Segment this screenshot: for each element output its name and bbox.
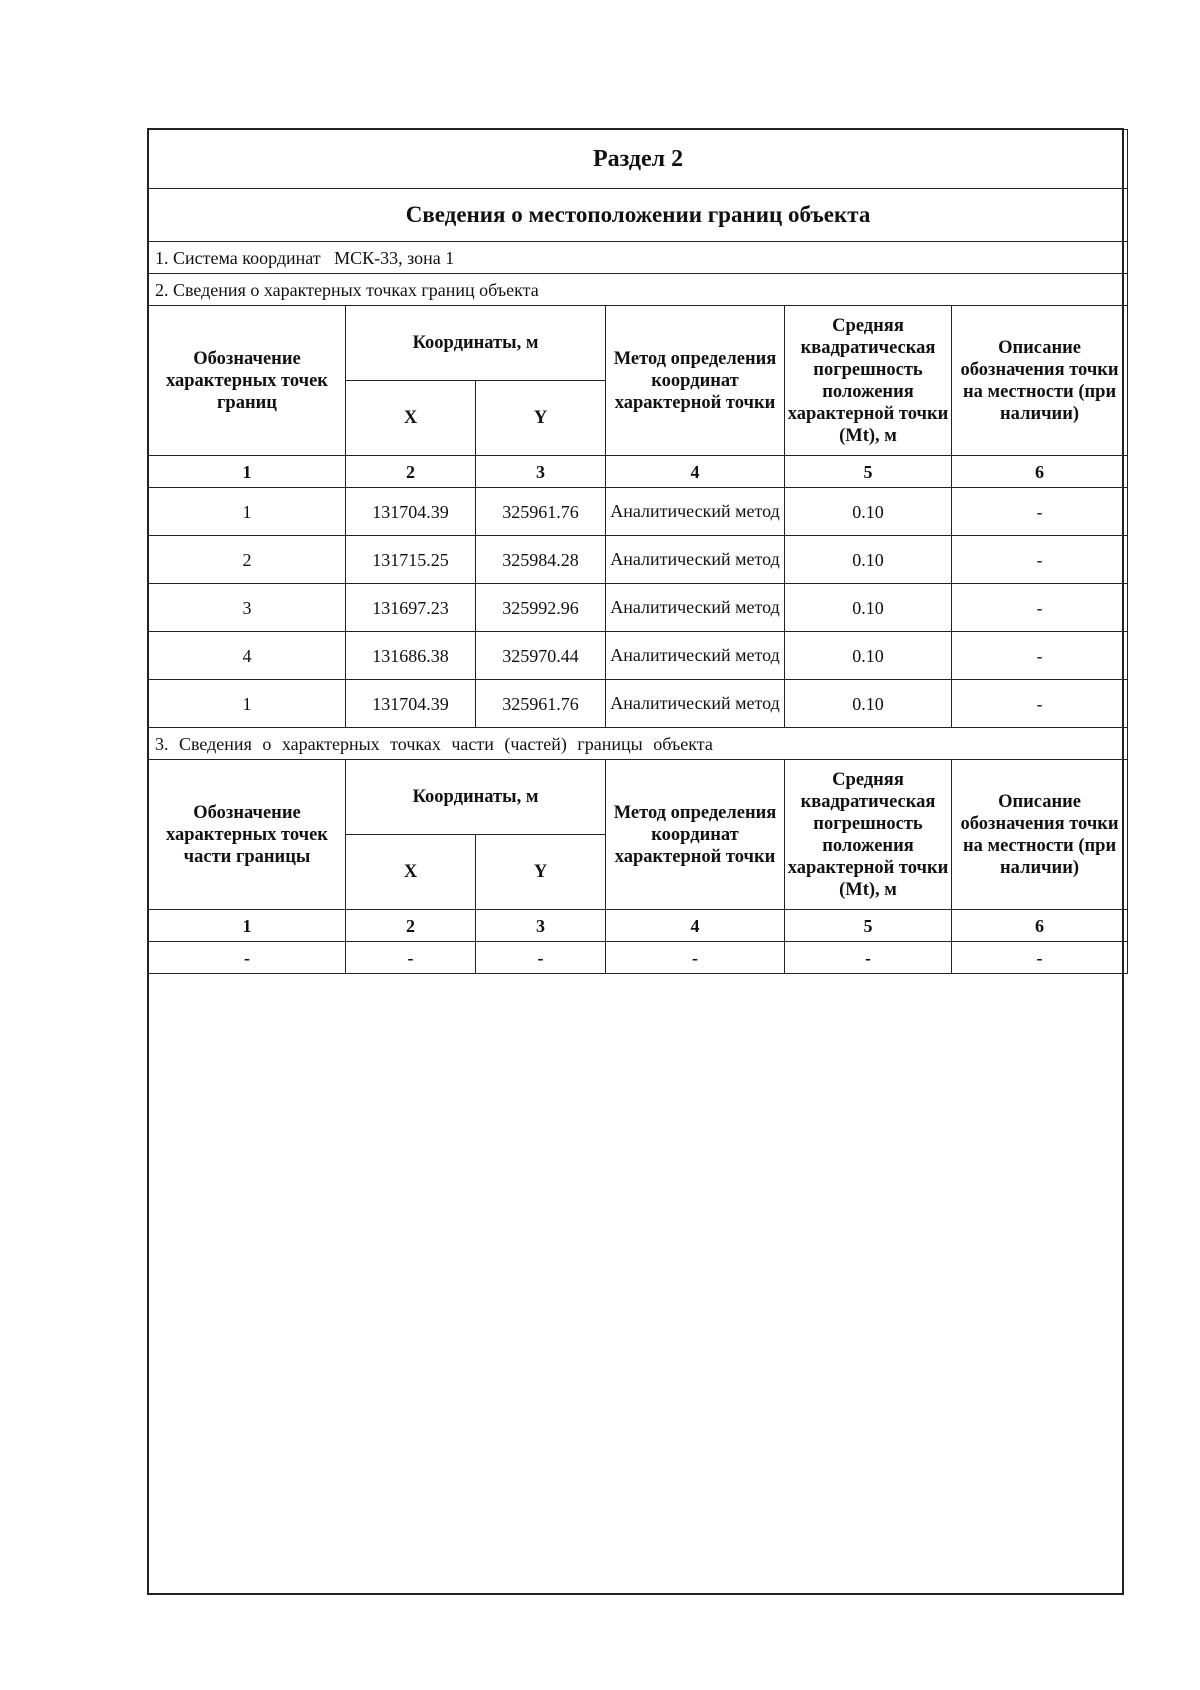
point-id: 4 (149, 632, 346, 680)
point-mt: 0.10 (785, 632, 952, 680)
point-method: Аналитический метод (606, 680, 785, 728)
point-desc: - (952, 632, 1128, 680)
coordinate-system-line: 1. Система координат МСК-33, зона 1 (149, 242, 1128, 274)
table-row (149, 536, 1128, 584)
point-id: 2 (149, 536, 346, 584)
col-number: 6 (952, 456, 1128, 488)
col-number: 2 (346, 910, 476, 942)
col-number: 3 (476, 456, 606, 488)
point-method: Аналитический метод (606, 488, 785, 536)
point-x: 131697.23 (346, 584, 476, 632)
table-row (149, 680, 1128, 728)
header-x: X (346, 381, 476, 456)
point-desc: - (952, 584, 1128, 632)
point-y: 325992.96 (476, 584, 606, 632)
point-desc: - (952, 680, 1128, 728)
point-desc: - (952, 488, 1128, 536)
point-id: 1 (149, 488, 346, 536)
header-y: Y (476, 381, 606, 456)
col-number: 3 (476, 910, 606, 942)
col-number: 1 (149, 910, 346, 942)
point-method: Аналитический метод (606, 584, 785, 632)
point-id: 3 (149, 584, 346, 632)
document-frame (147, 128, 1124, 1595)
header-method: Метод определения координат характерной точки (606, 760, 785, 910)
header-coordinates: Координаты, м (346, 760, 606, 835)
point-mt: 0.10 (785, 680, 952, 728)
header-description: Описание обозначения точки на местности (при наличии) (952, 306, 1128, 456)
part-cell: - (952, 942, 1128, 974)
header-mean-error: Средняя квадратическая погрешность положения характерной точки (Mt), м (785, 760, 952, 910)
part-cell: - (346, 942, 476, 974)
point-method: Аналитический метод (606, 536, 785, 584)
point-x: 131704.39 (346, 680, 476, 728)
point-id: 1 (149, 680, 346, 728)
header-description: Описание обозначения точки на местности (при наличии) (952, 760, 1128, 910)
point-desc: - (952, 536, 1128, 584)
col-number: 5 (785, 910, 952, 942)
point-mt: 0.10 (785, 584, 952, 632)
table-row (149, 488, 1128, 536)
table-row (149, 632, 1128, 680)
point-y: 325961.76 (476, 680, 606, 728)
point-y: 325961.76 (476, 488, 606, 536)
parts-heading: 3. Сведения о характерных точках части (частей) границы объекта (149, 728, 1128, 760)
section-subtitle: Сведения о местоположении границ объекта (149, 189, 1128, 242)
point-method: Аналитический метод (606, 632, 785, 680)
point-y: 325970.44 (476, 632, 606, 680)
header-method: Метод определения координат характерной точки (606, 306, 785, 456)
column-numbers-row (149, 456, 1128, 488)
header-mean-error: Средняя квадратическая погрешность положения характерной точки (Mt), м (785, 306, 952, 456)
header-y: Y (476, 835, 606, 910)
col-number: 6 (952, 910, 1128, 942)
col-number: 4 (606, 456, 785, 488)
point-x: 131715.25 (346, 536, 476, 584)
col-number: 5 (785, 456, 952, 488)
section2-table (148, 129, 1128, 974)
point-y: 325984.28 (476, 536, 606, 584)
point-x: 131686.38 (346, 632, 476, 680)
section-title: Раздел 2 (149, 130, 1128, 189)
part-cell: - (476, 942, 606, 974)
table-row (149, 942, 1128, 974)
header-part-point-designation: Обозначение характерных точек части границы (149, 760, 346, 910)
header-point-designation: Обозначение характерных точек границ (149, 306, 346, 456)
point-x: 131704.39 (346, 488, 476, 536)
point-mt: 0.10 (785, 488, 952, 536)
col-number: 1 (149, 456, 346, 488)
part-cell: - (149, 942, 346, 974)
header-coordinates: Координаты, м (346, 306, 606, 381)
table-row (149, 584, 1128, 632)
column-numbers-row (149, 910, 1128, 942)
part-cell: - (785, 942, 952, 974)
header-x: X (346, 835, 476, 910)
point-mt: 0.10 (785, 536, 952, 584)
part-cell: - (606, 942, 785, 974)
col-number: 4 (606, 910, 785, 942)
col-number: 2 (346, 456, 476, 488)
points-heading: 2. Сведения о характерных точках границ объекта (149, 274, 1128, 306)
